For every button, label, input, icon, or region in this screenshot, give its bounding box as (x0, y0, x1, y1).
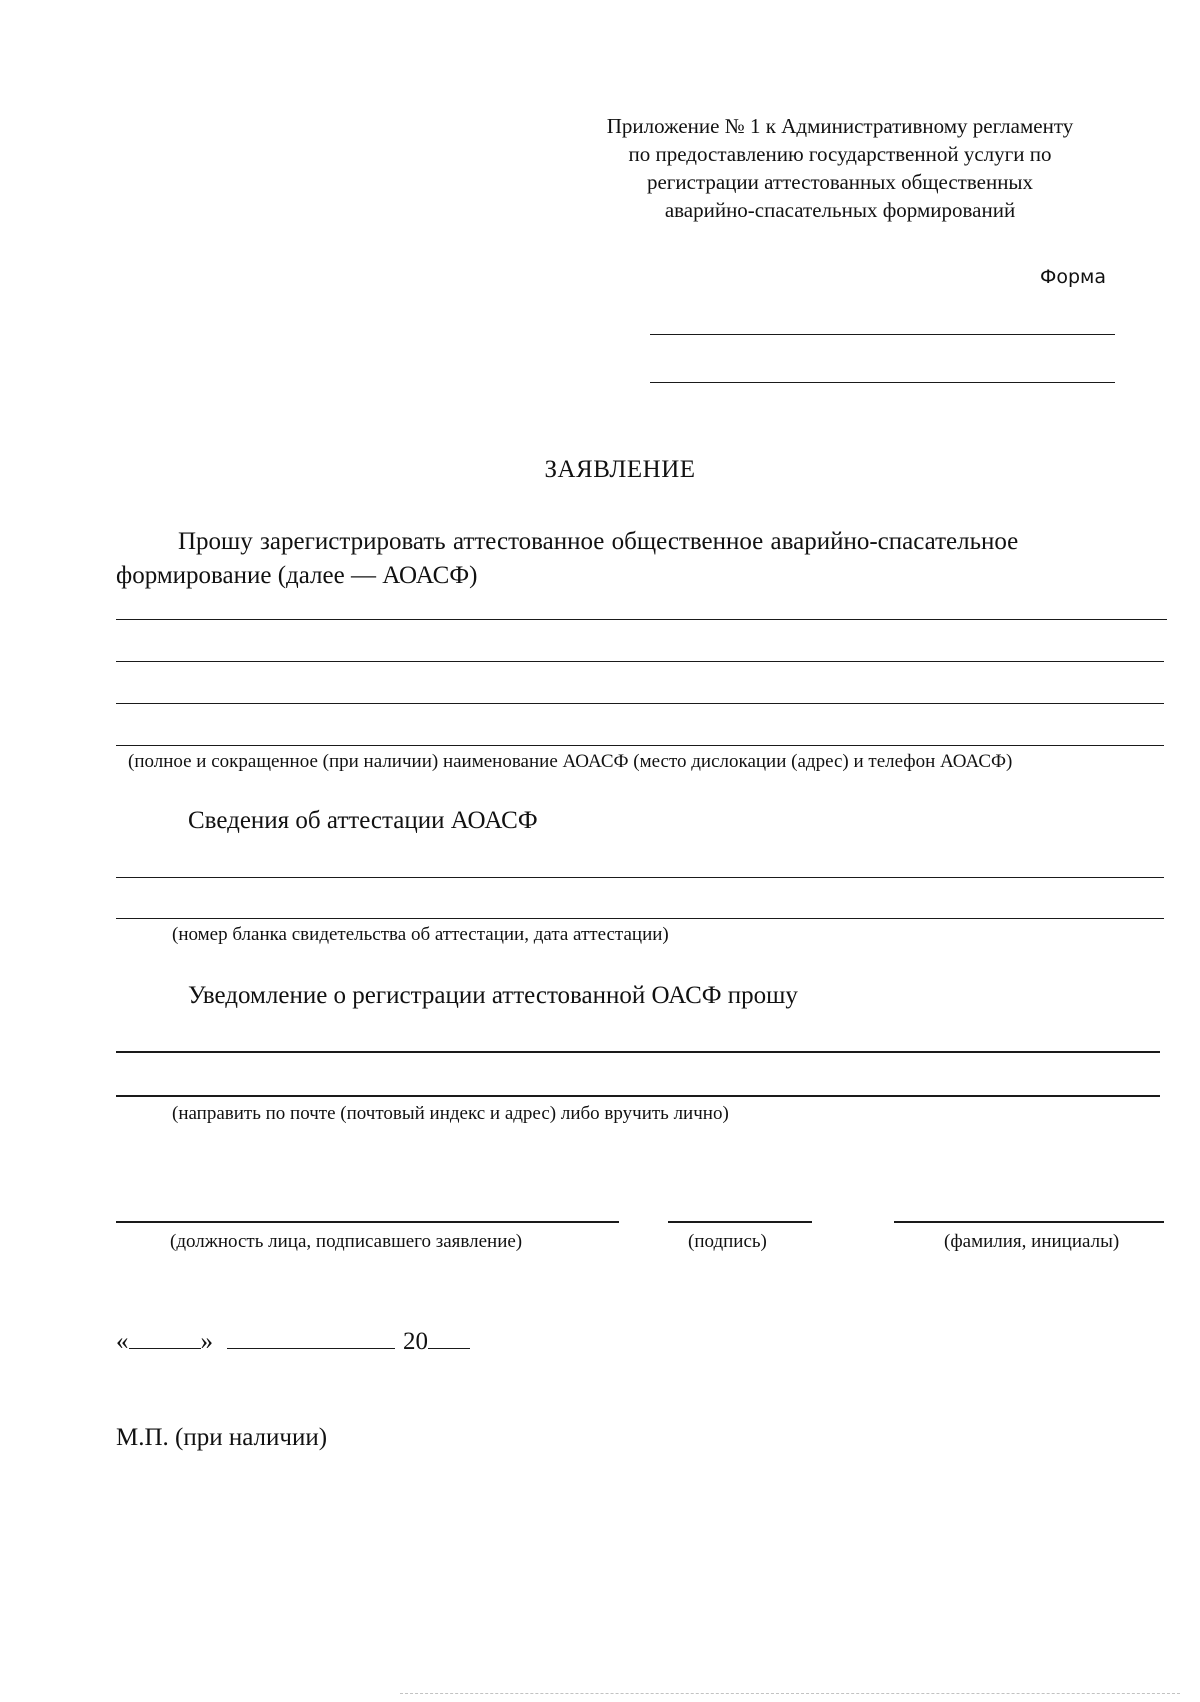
document-title: ЗАЯВЛЕНИЕ (544, 456, 696, 483)
notification-field-line-2[interactable] (116, 1095, 1160, 1097)
attestation-field-line-2[interactable] (116, 918, 1164, 919)
name-address-caption: (полное и сокращенное (при наличии) наименование АОАСФ (место дислокации (адрес) и телефон АОАСФ) (128, 751, 1013, 772)
notification-field-line-1[interactable] (116, 1051, 1160, 1053)
appendix-line-3: регистрации аттестованных общественных (646, 170, 1034, 194)
attestation-field-line-1[interactable] (116, 877, 1164, 878)
day-field[interactable] (129, 1326, 201, 1349)
date-row (116, 1326, 470, 1356)
delivery-caption: (направить по почте (почтовый индекс и адрес) либо вручить лично) (172, 1103, 729, 1124)
year-field[interactable] (428, 1326, 470, 1349)
date-close-quote: » (200, 1328, 213, 1355)
request-text-line-1: Прошу зарегистрировать аттестованное общественное аварийно-спасательное (178, 528, 1019, 555)
full-name-caption: (фамилия, инициалы) (944, 1231, 1120, 1252)
signature-field-line[interactable] (668, 1221, 812, 1223)
appendix-header (560, 112, 1120, 224)
name-field-line-4[interactable] (116, 745, 1164, 746)
addressee-line-1[interactable] (650, 334, 1115, 335)
year-prefix: 20 (403, 1328, 428, 1355)
appendix-line-2: по предоставлению государственной услуги по (628, 142, 1052, 166)
appendix-line-1: Приложение № 1 к Административному регламенту (606, 114, 1074, 138)
date-open-quote: « (116, 1328, 129, 1355)
addressee-line-2[interactable] (650, 382, 1115, 383)
certificate-caption: (номер бланка свидетельства об аттестации, дата аттестации) (172, 924, 669, 945)
notification-heading: Уведомление о регистрации аттестованной ОАСФ прошу (188, 982, 798, 1009)
attestation-heading: Сведения об аттестации АОАСФ (188, 807, 538, 834)
position-field-line[interactable] (116, 1221, 619, 1223)
month-field[interactable] (227, 1326, 395, 1349)
scan-edge-artifact (400, 1693, 1180, 1694)
name-field-line-2[interactable] (116, 661, 1164, 662)
form-label: Форма (1040, 266, 1107, 288)
appendix-line-4: аварийно-спасательных формирований (664, 198, 1016, 222)
name-field-line-3[interactable] (116, 703, 1164, 704)
name-field-line-1[interactable] (116, 619, 1167, 620)
position-caption: (должность лица, подписавшего заявление) (170, 1231, 523, 1252)
full-name-field-line[interactable] (894, 1221, 1164, 1223)
stamp-label: М.П. (при наличии) (116, 1424, 328, 1451)
request-text-line-2: формирование (далее — АОАСФ) (116, 562, 478, 589)
signature-caption: (подпись) (688, 1231, 767, 1252)
